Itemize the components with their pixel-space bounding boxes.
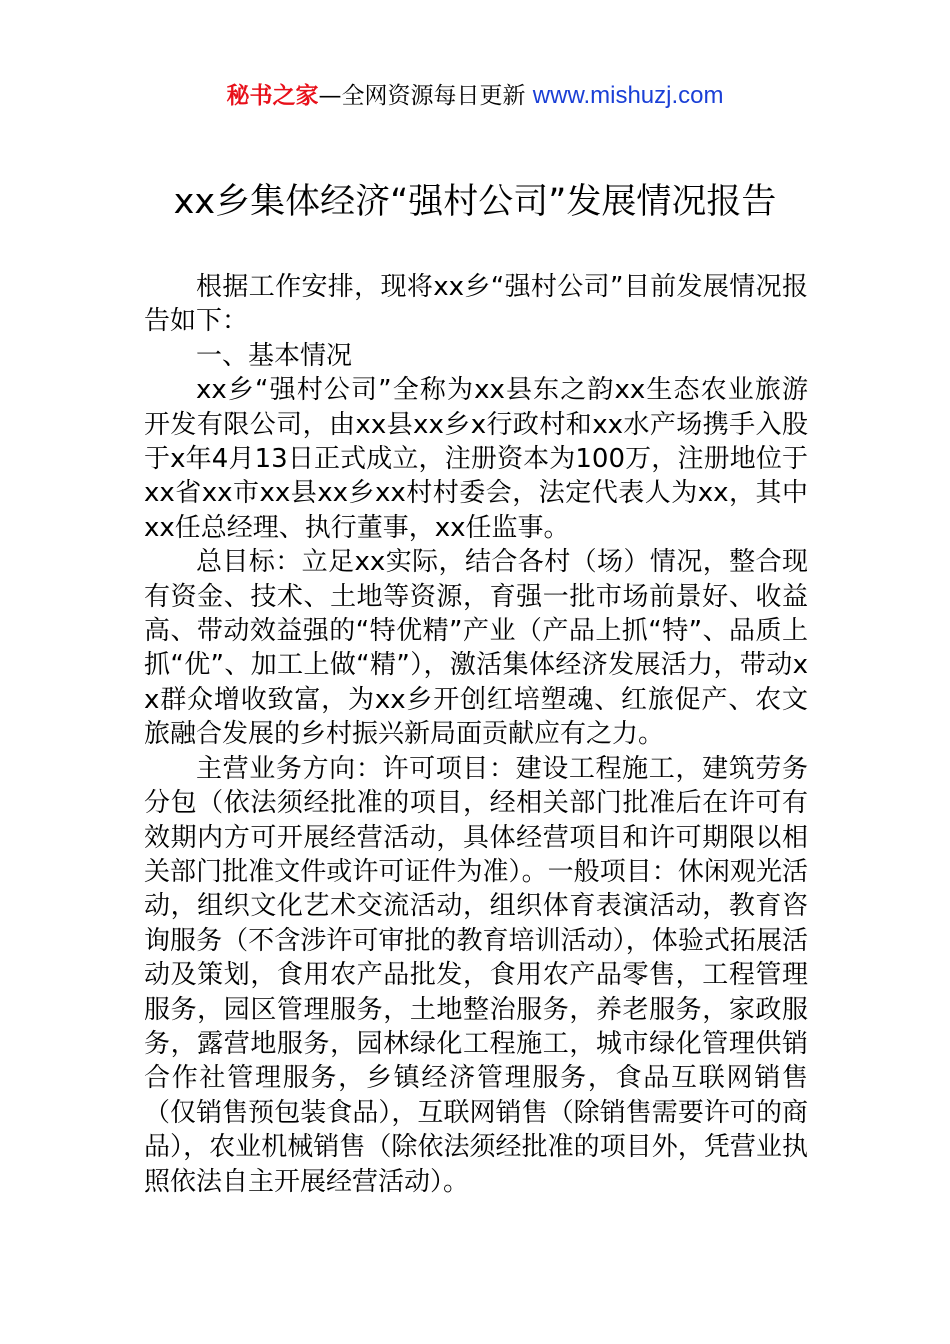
overall-goal-paragraph: 总目标：立足xx实际，结合各村（场）情况，整合现有资金、技术、土地等资源，育强一批市场前景好、收益高、带动效益强的“特优精”产业（产品上抓“特”、品质上抓“优”、加工上做“精”），激活集体经济发展活力，带动xx群众增收致富，为xx乡开创红培塑魂、红旅促产、农文旅融合发展的乡村振兴新局面贡献应有之力。 [144,547,808,750]
site-header [0,80,950,112]
section-heading-basic-info: 一、基本情况 [196,340,353,371]
document-title: xx乡集体经济“强村公司”发展情况报告 [173,182,777,222]
company-overview-paragraph: xx乡“强村公司”全称为xx县东之韵xx生态农业旅游开发有限公司，由xx县xx乡x行政村和xx水产场携手入股于x年4月13日正式成立，注册资本为100万，注册地位于xx省xx市xx县xx乡xx村村委会，法定代表人为xx，其中xx任总经理、执行董事，xx任监事。 [144,375,808,543]
site-tagline: —全网资源每日更新 [318,83,533,109]
brand-name: 秘书之家 [226,83,319,109]
intro-paragraph: 根据工作安排，现将xx乡“强村公司”目前发展情况报告如下： [144,272,808,337]
document-body [144,270,808,1199]
main-business-paragraph: 主营业务方向：许可项目：建设工程施工，建筑劳务分包（依法须经批准的项目，经相关部门批准后在许可有效期内方可开展经营活动，具体经营项目和许可期限以相关部门批准文件或许可证件为准）。一般项目：休闲观光活动，组织文化艺术交流活动，组织体育表演活动，教育咨询服务（不含涉许可审批的教育培训活动），体验式拓展活动及策划，食用农产品批发，食用农产品零售，工程管理服务，园区管理服务，土地整治服务，养老服务，家政服务，露营地服务，园林绿化工程施工，城市绿化管理供销合作社管理服务，乡镇经济管理服务，食品互联网销售（仅销售预包装食品），互联网销售（除销售需要许可的商品），农业机械销售（除依法须经批准的项目外，凭营业执照依法自主开展经营活动）。 [144,753,808,1197]
site-url-link[interactable]: www.mishuzj.com [532,82,724,109]
